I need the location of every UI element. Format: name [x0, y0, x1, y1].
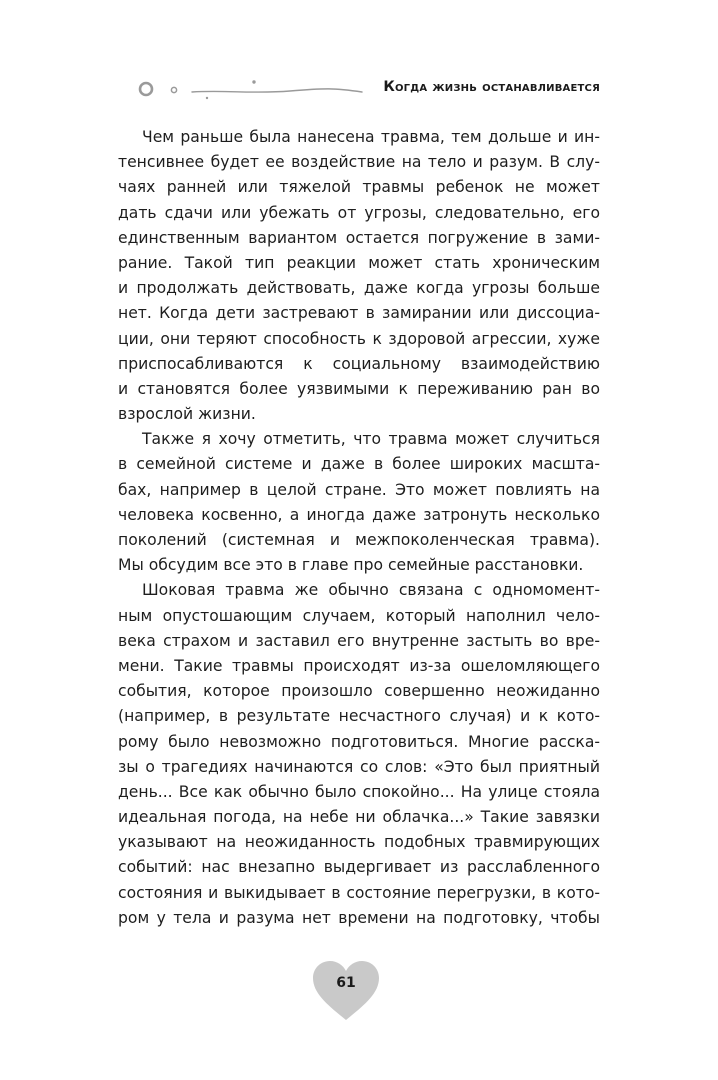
text-line: ром у тела и разума нет времени на подготовку, чтобы — [118, 908, 600, 927]
text-line: и продолжать действовать, даже когда угрозы больше — [118, 279, 600, 298]
text-line: день... Все как обычно было спокойно... На улице стояла — [118, 782, 600, 801]
heart-icon — [311, 960, 381, 1022]
text-line: идеальная погода, на небе ни облачка...» Такие завязки — [118, 808, 600, 827]
text-line: ным опустошающим случаем, который наполнил чело- — [118, 606, 600, 625]
text-line: и становятся более уязвимыми к переживанию ран во — [118, 379, 600, 398]
text-line: приспосабливаются к социальному взаимодействию — [118, 354, 600, 373]
text-line: Шоковая травма же обычно связана с одномомент- — [142, 581, 600, 600]
text-line: события, которое произошло совершенно неожиданно — [118, 682, 600, 701]
page-number: 61 — [336, 975, 356, 991]
text-line: мени. Такие травмы происходят из-за ошеломляющего — [118, 656, 600, 675]
text-line: нет. Когда дети застревают в замирании или диссоциа- — [118, 304, 600, 323]
page-number-badge — [311, 960, 381, 1022]
ornament-small-circle — [171, 87, 176, 92]
text-line: указывают на неожиданность подобных травмирующих — [118, 833, 600, 852]
text-line: (например, в результате несчастного случая) и к кото- — [118, 707, 600, 726]
text-line: взрослой жизни. — [118, 405, 256, 424]
text-line: состояния и выкидывает в состояние перегрузки, в кото- — [118, 883, 600, 902]
page-header — [0, 0, 718, 110]
text-line: Мы обсудим все это в главе про семейные расстановки. — [118, 556, 584, 575]
text-line: дать сдачи или убежать от угрозы, следовательно, его — [118, 203, 600, 222]
text-line: чаях ранней или тяжелой травмы ребенок не может — [118, 178, 600, 197]
body-text — [118, 125, 600, 931]
text-line: ции, они теряют способность к здоровой агрессии, хуже — [118, 329, 600, 348]
text-line: поколений (системная и межпоколенческая травма). — [118, 531, 600, 549]
text-line: рание. Такой тип реакции может стать хроническим — [118, 253, 600, 272]
text-line: века страхом и заставил его внутренне застыть во вре- — [118, 631, 600, 650]
header-ornament — [0, 0, 718, 110]
ornament-wavy-line — [192, 89, 362, 92]
text-line: тенсивнее будет ее воздействие на тело и разум. В слу- — [118, 153, 600, 172]
text-line: человека косвенно, а иногда даже затронуть несколько — [118, 505, 600, 524]
text-line: рому было невозможно подготовиться. Многие расска- — [118, 732, 600, 751]
text-line: событий: нас внезапно выдергивает из расслабленного — [118, 858, 600, 877]
text-line: единственным вариантом остается погружение в зами- — [118, 228, 600, 247]
text-line: бах, например в целой стране. Это может повлиять на — [118, 480, 600, 499]
text-line: зы о трагедиях начинаются со слов: «Это был приятный — [118, 757, 600, 776]
text-line: Также я хочу отметить, что травма может случиться — [142, 430, 600, 449]
ornament-large-circle — [140, 83, 152, 95]
ornament-dot — [206, 97, 208, 99]
text-line: Чем раньше была нанесена травма, тем дольше и ин- — [142, 128, 600, 146]
text-line: в семейной системе и даже в более широких масшта- — [118, 455, 600, 474]
ornament-dot — [252, 80, 255, 83]
running-title: Когда жизнь останавливается — [383, 79, 600, 95]
